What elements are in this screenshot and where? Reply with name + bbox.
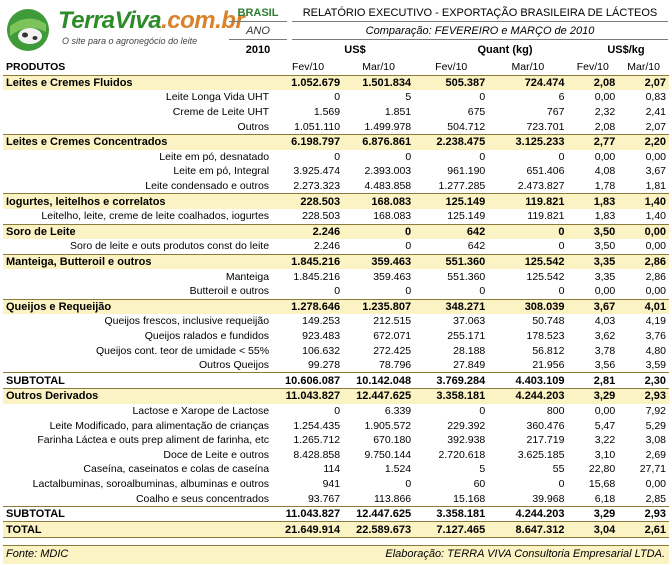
value-cell: 212.515 <box>373 315 412 328</box>
value-cell: 0 <box>334 404 341 417</box>
value-cell: 360.476 <box>526 419 565 432</box>
value-cell: 0,00 <box>618 224 669 239</box>
value-cell: 39.968 <box>532 492 565 505</box>
value-cell: 0 <box>479 150 486 163</box>
value-cell: 12.447.625 <box>343 389 414 404</box>
table-row <box>3 491 669 506</box>
year-label: 2010 <box>245 44 271 56</box>
value-cell: 2.473.827 <box>517 180 565 193</box>
value-cell: 2,30 <box>618 373 669 389</box>
value-cell: 0 <box>558 150 565 163</box>
region-label: BRASIL <box>229 5 287 22</box>
value-cell: 228.503 <box>273 194 343 209</box>
col-qty-mar: Mar/10 <box>488 60 567 75</box>
value-cell: 55 <box>552 463 565 476</box>
value-cell: 0 <box>343 224 414 239</box>
table-row <box>3 433 669 448</box>
value-cell: 2,81 <box>567 373 618 389</box>
value-cell: 1,40 <box>645 210 666 223</box>
value-cell: 0,00 <box>594 91 616 104</box>
table-row <box>3 150 669 165</box>
value-cell: 3,29 <box>567 506 618 522</box>
product-label: Caseína, caseinatos e colas de caseína <box>83 463 270 476</box>
exports-table <box>3 60 669 538</box>
group-row <box>3 254 669 269</box>
value-cell: 5 <box>479 463 486 476</box>
col-usd-mar: Mar/10 <box>343 60 414 75</box>
value-cell: 724.474 <box>488 75 567 90</box>
value-cell: 0 <box>405 285 412 298</box>
col-price-mar: Mar/10 <box>618 60 669 75</box>
product-label: Outros Queijos <box>199 359 270 372</box>
value-cell: 551.360 <box>447 270 486 283</box>
value-cell: 392.938 <box>447 434 486 447</box>
value-cell: 2.393.003 <box>364 165 412 178</box>
table-row <box>3 209 669 224</box>
product-label: Outros Derivados <box>3 389 273 404</box>
value-cell: 4,08 <box>594 165 616 178</box>
report-title: RELATÓRIO EXECUTIVO - EXPORTAÇÃO BRASILEIRA DE LÁCTEOS <box>292 5 668 22</box>
value-cell: 2,69 <box>645 448 666 461</box>
value-cell: 3,04 <box>567 522 618 538</box>
value-cell: 4.244.203 <box>488 506 567 522</box>
value-cell: 125.542 <box>526 270 565 283</box>
value-cell: 2,32 <box>594 106 616 119</box>
value-cell: 113.866 <box>373 492 412 505</box>
value-cell: 6.339 <box>384 404 412 417</box>
value-cell: 178.523 <box>526 329 565 342</box>
value-cell: 3,10 <box>594 448 616 461</box>
value-cell: 0 <box>479 404 486 417</box>
value-cell: 21.649.914 <box>273 522 343 538</box>
value-cell: 5,29 <box>645 419 666 432</box>
value-cell: 125.149 <box>414 194 488 209</box>
value-cell: 505.387 <box>414 75 488 90</box>
product-label: Creme de Leite UHT <box>172 106 270 119</box>
value-cell: 2,77 <box>567 134 618 149</box>
value-cell: 723.701 <box>526 120 565 133</box>
product-label: Leite em pó, Integral <box>173 165 270 178</box>
value-cell: 1.905.572 <box>364 419 412 432</box>
value-cell: 3.925.474 <box>293 165 341 178</box>
value-cell: 10.606.087 <box>273 373 343 389</box>
value-cell: 2,61 <box>618 522 669 538</box>
globe-cow-icon <box>4 6 54 52</box>
table-row <box>3 164 669 179</box>
value-cell: 672.071 <box>373 329 412 342</box>
table-row <box>3 462 669 477</box>
value-cell: 56.812 <box>532 344 565 357</box>
value-cell: 0 <box>334 285 341 298</box>
value-cell: 0 <box>405 150 412 163</box>
col-qty-fev: Fev/10 <box>414 60 488 75</box>
product-label: Queijos ralados e fundidos <box>144 329 270 342</box>
value-cell: 670.180 <box>373 434 412 447</box>
value-cell: 961.190 <box>447 165 486 178</box>
value-cell: 1,83 <box>567 194 618 209</box>
value-cell: 651.406 <box>526 165 565 178</box>
value-cell: 3,50 <box>567 224 618 239</box>
value-cell: 923.483 <box>302 329 341 342</box>
value-cell: 4,80 <box>645 344 666 357</box>
value-cell: 0,00 <box>594 285 616 298</box>
value-cell: 0,83 <box>645 91 666 104</box>
value-cell: 1.051.110 <box>294 120 341 133</box>
product-label: Queijos cont. teor de umidade < 55% <box>95 344 270 357</box>
product-label: Farinha Láctea e outs prep aliment de farinha, etc <box>37 434 270 447</box>
value-cell: 3,67 <box>645 165 666 178</box>
value-cell: 4.403.109 <box>488 373 567 389</box>
brand-tagline: O site para o agronegócio do leite <box>62 36 198 46</box>
value-cell: 106.632 <box>302 344 341 357</box>
report-header <box>0 0 672 60</box>
value-cell: 1.265.712 <box>293 434 341 447</box>
value-cell: 2,20 <box>618 134 669 149</box>
value-cell: 1,40 <box>618 194 669 209</box>
group-row <box>3 194 669 209</box>
value-cell: 1.524 <box>384 463 412 476</box>
product-label: Butteroil e outros <box>189 285 270 298</box>
product-label: SUBTOTAL <box>3 373 273 389</box>
product-label: Coalho e seus concentrados <box>135 492 270 505</box>
value-cell: 348.271 <box>414 299 488 314</box>
product-label: Leite em pó, desnatado <box>159 150 270 163</box>
col-price-fev: Fev/10 <box>567 60 618 75</box>
value-cell: 2.246 <box>273 224 343 239</box>
subtotal-row <box>3 506 669 522</box>
value-cell: 0,00 <box>645 240 666 253</box>
table-row <box>3 105 669 120</box>
value-cell: 99.278 <box>307 359 341 372</box>
value-cell: 3,08 <box>645 434 666 447</box>
credit-note: Elaboração: TERRA VIVA Consultoria Empresarial LTDA. <box>385 548 665 560</box>
value-cell: 6.198.797 <box>273 134 343 149</box>
value-cell: 2,41 <box>645 106 666 119</box>
table-row <box>3 418 669 433</box>
value-cell: 0,00 <box>645 150 666 163</box>
product-label: Soro de Leite <box>3 224 273 239</box>
value-cell: 60 <box>473 477 486 490</box>
value-cell: 119.821 <box>527 210 565 223</box>
value-cell: 0 <box>405 240 412 253</box>
value-cell: 0,00 <box>645 477 666 490</box>
value-cell: 2,86 <box>618 254 669 269</box>
value-cell: 2,93 <box>618 506 669 522</box>
group-row <box>3 75 669 90</box>
value-cell: 15.168 <box>453 492 486 505</box>
value-cell: 2,08 <box>594 120 616 133</box>
value-cell: 0,00 <box>594 404 616 417</box>
value-cell: 3,78 <box>594 344 616 357</box>
table-row <box>3 239 669 254</box>
value-cell: 5 <box>405 91 412 104</box>
value-cell: 1.254.435 <box>293 419 341 432</box>
value-cell: 27.849 <box>453 359 486 372</box>
value-cell: 50.748 <box>532 315 565 328</box>
value-cell: 1,83 <box>594 210 616 223</box>
total-row <box>3 522 669 538</box>
value-cell: 8.428.858 <box>293 448 341 461</box>
value-cell: 642 <box>467 240 486 253</box>
table-row <box>3 179 669 194</box>
product-label: Soro de leite e outs produtos const do leite <box>70 240 270 253</box>
value-cell: 4,19 <box>645 315 666 328</box>
brand-name: TerraViva.com.br <box>58 7 245 34</box>
value-cell: 3.358.181 <box>414 506 488 522</box>
value-cell: 0 <box>558 477 565 490</box>
value-cell: 255.171 <box>447 329 486 342</box>
value-cell: 0,00 <box>594 150 616 163</box>
value-cell: 22,80 <box>588 463 616 476</box>
table-row <box>3 90 669 105</box>
value-cell: 0 <box>488 224 567 239</box>
value-cell: 4.483.858 <box>364 180 412 193</box>
value-cell: 3,35 <box>567 254 618 269</box>
product-label: Outros <box>237 120 270 133</box>
value-cell: 3.125.233 <box>488 134 567 149</box>
value-cell: 119.821 <box>488 194 567 209</box>
value-cell: 1,78 <box>594 180 616 193</box>
value-cell: 3,22 <box>594 434 616 447</box>
product-label: Lactalbuminas, soroalbuminas, albuminas e outros <box>32 477 270 490</box>
product-label: Leitelho, leite, creme de leite coalhados, iogurtes <box>41 210 270 223</box>
value-cell: 767 <box>546 106 565 119</box>
value-cell: 4,01 <box>618 299 669 314</box>
value-cell: 0 <box>405 477 412 490</box>
value-cell: 0 <box>558 240 565 253</box>
group-row <box>3 389 669 404</box>
value-cell: 3,59 <box>645 359 666 372</box>
value-cell: 28.188 <box>453 344 486 357</box>
value-cell: 3,62 <box>594 329 616 342</box>
column-header-row <box>3 60 669 75</box>
product-label: Lactose e Xarope de Lactose <box>132 404 270 417</box>
value-cell: 359.463 <box>343 254 414 269</box>
value-cell: 168.083 <box>343 194 414 209</box>
value-cell: 675 <box>467 106 486 119</box>
value-cell: 217.719 <box>526 434 565 447</box>
price-header: US$/kg <box>607 44 645 56</box>
value-cell: 2,86 <box>645 270 666 283</box>
value-cell: 359.463 <box>373 270 412 283</box>
value-cell: 11.043.827 <box>273 506 343 522</box>
product-label: Manteiga, Butteroil e outros <box>3 254 273 269</box>
product-label: Leites e Cremes Concentrados <box>3 134 273 149</box>
value-cell: 3,76 <box>645 329 666 342</box>
value-cell: 2.273.323 <box>293 180 341 193</box>
product-label: Queijos e Requeijão <box>3 299 273 314</box>
value-cell: 1.501.834 <box>343 75 414 90</box>
value-cell: 3,50 <box>594 240 616 253</box>
qty-header: Quant (kg) <box>477 44 533 56</box>
value-cell: 15,68 <box>588 477 616 490</box>
value-cell: 4.244.203 <box>488 389 567 404</box>
value-cell: 642 <box>414 224 488 239</box>
value-cell: 1.851 <box>384 106 412 119</box>
value-cell: 1.052.679 <box>273 75 343 90</box>
value-cell: 1.569 <box>313 106 341 119</box>
product-label: Iogurtes, leitelhos e correlatos <box>3 194 273 209</box>
value-cell: 229.392 <box>447 419 486 432</box>
usd-header: US$ <box>344 44 366 56</box>
value-cell: 9.750.144 <box>364 448 412 461</box>
value-cell: 22.589.673 <box>343 522 414 538</box>
value-cell: 272.425 <box>373 344 412 357</box>
col-usd-fev: Fev/10 <box>273 60 343 75</box>
value-cell: 3,29 <box>567 389 618 404</box>
value-cell: 6 <box>558 91 565 104</box>
value-cell: 5,47 <box>594 419 616 432</box>
value-cell: 551.360 <box>414 254 488 269</box>
product-label: Manteiga <box>225 270 270 283</box>
product-label: SUBTOTAL <box>3 506 273 522</box>
table-row <box>3 404 669 419</box>
group-row <box>3 134 669 149</box>
value-cell: 37.063 <box>453 315 486 328</box>
products-header: PRODUTOS <box>3 60 273 75</box>
value-cell: 2,93 <box>618 389 669 404</box>
value-cell: 114 <box>323 463 341 476</box>
table-row <box>3 477 669 492</box>
value-cell: 27,71 <box>639 463 666 476</box>
table-row <box>3 343 669 358</box>
value-cell: 4,03 <box>594 315 616 328</box>
value-cell: 6,18 <box>594 492 616 505</box>
product-label: Leites e Cremes Fluidos <box>3 75 273 90</box>
value-cell: 12.447.625 <box>343 506 414 522</box>
value-cell: 10.142.048 <box>343 373 414 389</box>
value-cell: 168.083 <box>373 210 412 223</box>
value-cell: 308.039 <box>488 299 567 314</box>
product-label: Queijos frescos, inclusive requeijão <box>104 315 270 328</box>
value-cell: 2.246 <box>313 240 341 253</box>
table-row <box>3 119 669 134</box>
value-cell: 2,07 <box>618 75 669 90</box>
value-cell: 3.625.185 <box>517 448 565 461</box>
value-cell: 2.720.618 <box>438 448 486 461</box>
value-cell: 1.235.807 <box>343 299 414 314</box>
value-cell: 0 <box>479 285 486 298</box>
value-cell: 8.647.312 <box>488 522 567 538</box>
product-label: Leite condensado e outros <box>145 180 270 193</box>
report-subtitle: Comparação: FEVEREIRO e MARÇO de 2010 <box>292 23 668 40</box>
value-cell: 6.876.861 <box>343 134 414 149</box>
value-cell: 78.796 <box>379 359 412 372</box>
value-cell: 7,92 <box>645 404 666 417</box>
terraviva-logo[interactable] <box>4 4 245 54</box>
table-row <box>3 314 669 329</box>
product-label: Leite Modificado, para alimentação de crianças <box>49 419 270 432</box>
table-row <box>3 447 669 462</box>
value-cell: 0,00 <box>645 285 666 298</box>
table-row <box>3 358 669 373</box>
value-cell: 2.238.475 <box>414 134 488 149</box>
value-cell: 504.712 <box>447 120 486 133</box>
group-row <box>3 299 669 314</box>
value-cell: 2,07 <box>645 120 666 133</box>
source-note: Fonte: MDIC <box>6 548 69 560</box>
value-cell: 0 <box>334 150 341 163</box>
value-cell: 21.956 <box>532 359 565 372</box>
product-label: Doce de Leite e outros <box>163 448 270 461</box>
footer <box>3 545 669 564</box>
value-cell: 228.503 <box>302 210 341 223</box>
value-cell: 1.845.216 <box>293 270 341 283</box>
value-cell: 3.358.181 <box>414 389 488 404</box>
product-label: TOTAL <box>3 522 273 538</box>
table-row <box>3 329 669 344</box>
value-cell: 3,67 <box>567 299 618 314</box>
value-cell: 11.043.827 <box>273 389 343 404</box>
product-label: Leite Longa Vida UHT <box>165 91 270 104</box>
value-cell: 93.767 <box>307 492 341 505</box>
value-cell: 125.542 <box>488 254 567 269</box>
value-cell: 1,81 <box>645 180 666 193</box>
period-label: ANO <box>229 23 287 40</box>
value-cell: 800 <box>546 404 565 417</box>
value-cell: 0 <box>558 285 565 298</box>
value-cell: 3.769.284 <box>414 373 488 389</box>
value-cell: 1.499.978 <box>364 120 412 133</box>
value-cell: 1.845.216 <box>273 254 343 269</box>
value-cell: 7.127.465 <box>414 522 488 538</box>
group-row <box>3 224 669 239</box>
value-cell: 3,35 <box>594 270 616 283</box>
value-cell: 0 <box>334 91 341 104</box>
value-cell: 1.277.285 <box>438 180 486 193</box>
table-row <box>3 284 669 299</box>
value-cell: 0 <box>479 91 486 104</box>
value-cell: 1.278.646 <box>273 299 343 314</box>
value-cell: 941 <box>322 477 341 490</box>
table-row <box>3 269 669 284</box>
value-cell: 149.253 <box>302 315 341 328</box>
value-cell: 125.149 <box>447 210 486 223</box>
subtotal-row <box>3 373 669 389</box>
value-cell: 3,56 <box>594 359 616 372</box>
value-cell: 2,08 <box>567 75 618 90</box>
value-cell: 2,85 <box>645 492 666 505</box>
